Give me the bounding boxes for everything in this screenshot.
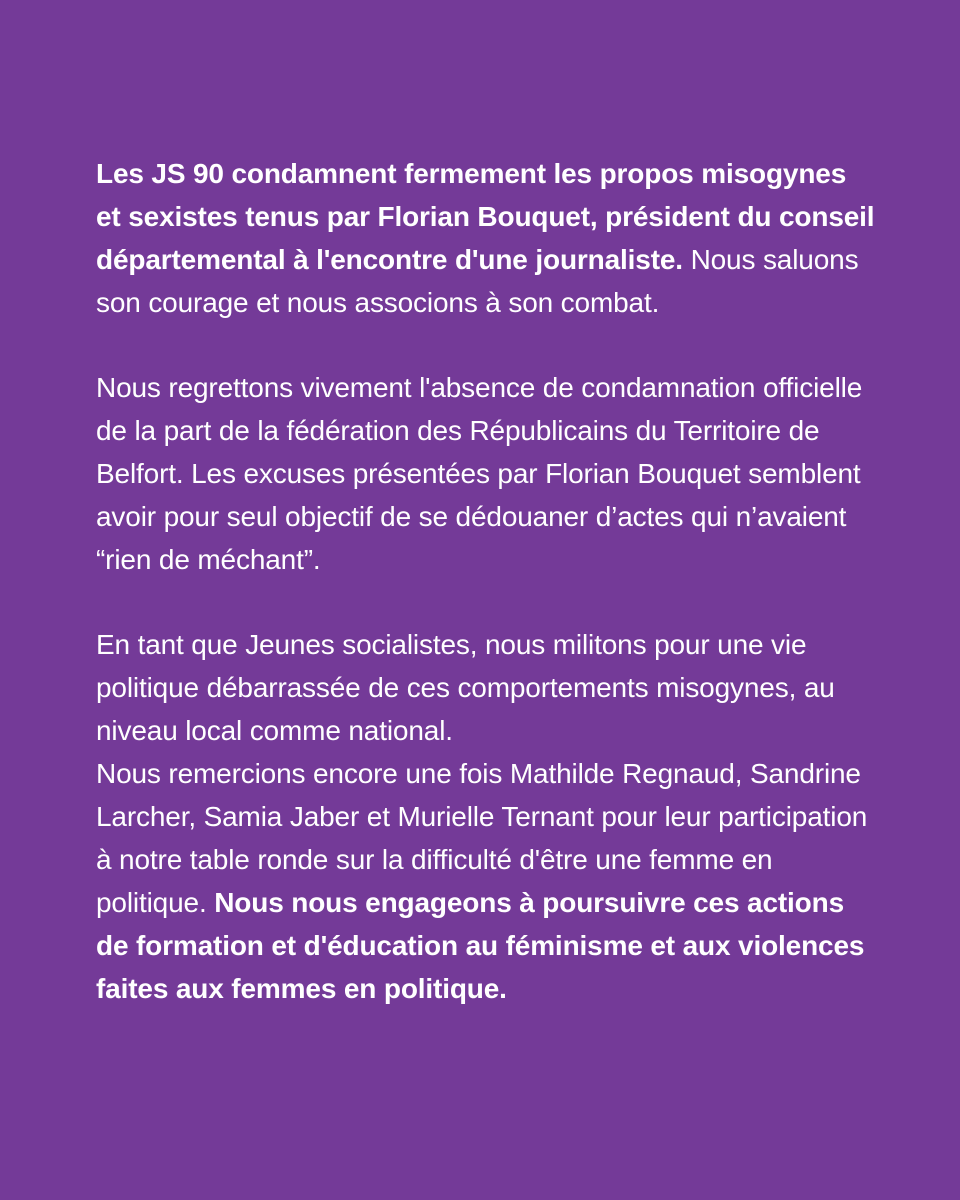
thanks-statement: Nous remercions encore une fois Mathilde Regnaud, Sandrine Larcher, Samia Jaber et Murielle Ternant pour leur participation à notre table ronde sur la difficulté d'être une femme en politique.: [96, 758, 868, 918]
paragraph-spacer: [96, 324, 876, 366]
statement-text: [96, 152, 876, 1010]
paragraph-regret: Nous regrettons vivement l'absence de condamnation officielle de la part de la fédération des Républicains du Territoire de Belfort. Les excuses présentées par Florian Bouquet semblent avoir pour seul objectif de se dédouaner d’actes qui n’avaient “rien de méchant”.: [96, 372, 863, 575]
condemnation-statement: Les JS 90 condamnent fermement les propos misogynes et sexistes tenus par Florian Bouquet, président du conseil départemental à l'encontre d'une journaliste.: [96, 158, 875, 275]
paragraph-thanks: [96, 752, 876, 1010]
support-statement: Nous saluons son courage et nous associons à son combat.: [96, 244, 859, 318]
paragraph-political-commitment: En tant que Jeunes socialistes, nous militons pour une vie politique débarrassée de ces comportements misogynes, au niveau local comme national.: [96, 629, 835, 746]
paragraph-condemnation: [96, 152, 876, 324]
commitment-statement: Nous nous engageons à poursuivre ces actions de formation et d'éducation au féminisme et aux violences faites aux femmes en politique.: [96, 887, 865, 1004]
paragraph-spacer: [96, 581, 876, 623]
